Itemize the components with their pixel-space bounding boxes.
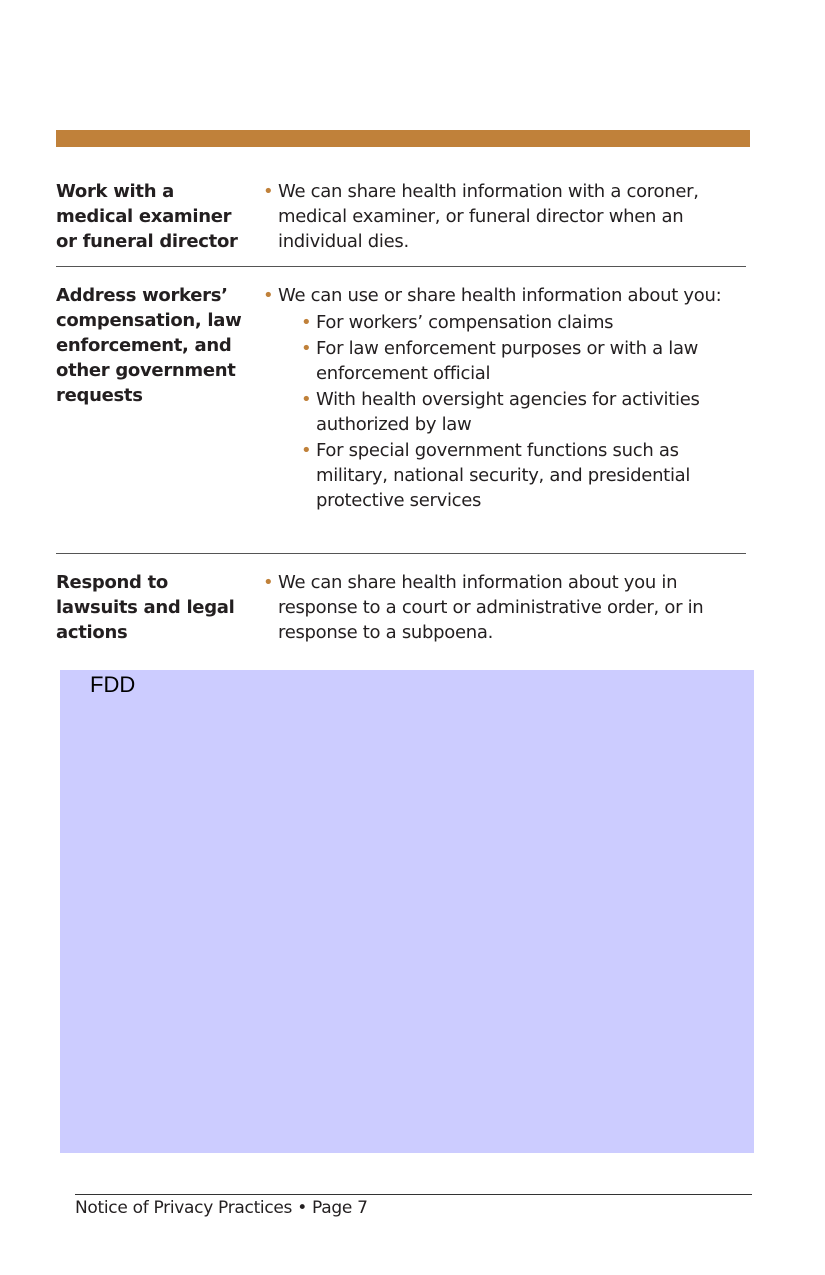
bullet-icon: • bbox=[301, 338, 312, 359]
list-item bbox=[261, 283, 731, 308]
bullet-text: We can share health information with a coroner, medical examiner, or funeral director when an individual dies. bbox=[278, 181, 699, 252]
bullet-text: We can share health information about you in response to a court or administrative order, or in response to a subpoena. bbox=[278, 572, 704, 643]
section-heading: Respond to lawsuits and legal actions bbox=[56, 572, 235, 643]
list-item bbox=[261, 570, 731, 645]
section-heading: Work with a medical examiner or funeral director bbox=[56, 181, 238, 252]
section-content bbox=[261, 283, 731, 514]
fdd-placeholder-box bbox=[60, 670, 754, 1153]
bullet-icon: • bbox=[301, 440, 312, 461]
divider bbox=[56, 266, 746, 267]
fdd-label: FDD bbox=[90, 672, 136, 697]
page-footer: Notice of Privacy Practices • Page 7 bbox=[75, 1198, 368, 1218]
bullet-text: For special government functions such as military, national security, and presidential protective services bbox=[316, 440, 691, 511]
bullet-text: For workers’ compensation claims bbox=[316, 312, 614, 333]
section-content bbox=[261, 570, 731, 645]
bullet-icon: • bbox=[301, 389, 312, 410]
bullet-text: For law enforcement purposes or with a law enforcement official bbox=[316, 338, 699, 384]
section-heading: Address workers’ compensation, law enforcement, and other government requests bbox=[56, 285, 242, 406]
list-item bbox=[261, 179, 731, 254]
bullet-text: With health oversight agencies for activities authorized by law bbox=[316, 389, 700, 435]
list-item bbox=[299, 310, 731, 335]
bullet-icon: • bbox=[263, 285, 274, 306]
sub-list bbox=[261, 310, 731, 513]
list-item bbox=[299, 387, 731, 437]
divider bbox=[56, 553, 746, 554]
header-accent-bar bbox=[56, 130, 750, 147]
bullet-text: We can use or share health information about you: bbox=[278, 285, 722, 306]
footer-divider bbox=[75, 1194, 752, 1195]
bullet-icon: • bbox=[263, 181, 274, 202]
section-content bbox=[261, 179, 731, 254]
bullet-icon: • bbox=[301, 312, 312, 333]
list-item bbox=[299, 438, 731, 513]
list-item bbox=[299, 336, 731, 386]
bullet-icon: • bbox=[263, 572, 274, 593]
